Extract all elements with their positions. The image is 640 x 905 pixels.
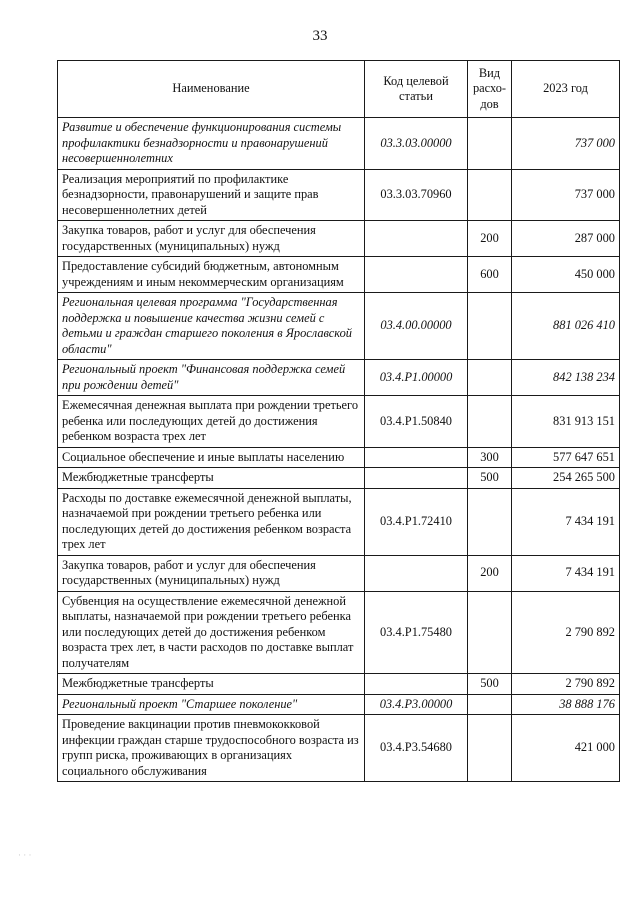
cell-kind (468, 694, 512, 715)
cell-amount: 7 434 191 (512, 488, 620, 555)
table-row (58, 360, 620, 396)
header-row (58, 61, 620, 118)
cell-name: Ежемесячная денежная выплата при рождении третьего ребенка или последующих детей до достижения ребенком возраста трех лет (58, 396, 365, 448)
cell-amount: 737 000 (512, 118, 620, 170)
header-name: Наименование (58, 61, 365, 118)
table-row (58, 169, 620, 221)
cell-code: 03.3.03.70960 (365, 169, 468, 221)
table-header (58, 61, 620, 118)
cell-amount: 737 000 (512, 169, 620, 221)
table-row (58, 293, 620, 360)
cell-code (365, 447, 468, 468)
cell-amount: 421 000 (512, 715, 620, 782)
cell-name: Расходы по доставке ежемесячной денежной выплаты, назначаемой при рождении третьего ребенка или последующих детей до достижения ребенком возраста трех лет (58, 488, 365, 555)
header-code: Код целевой статьи (365, 61, 468, 118)
cell-kind (468, 293, 512, 360)
table-row (58, 221, 620, 257)
table-body (58, 118, 620, 782)
budget-table (57, 60, 620, 782)
cell-amount: 2 790 892 (512, 591, 620, 674)
table-row (58, 257, 620, 293)
cell-amount: 254 265 500 (512, 468, 620, 489)
cell-amount: 577 647 651 (512, 447, 620, 468)
cell-code: 03.3.03.00000 (365, 118, 468, 170)
cell-kind: 500 (468, 468, 512, 489)
cell-code (365, 674, 468, 695)
cell-amount: 7 434 191 (512, 555, 620, 591)
cell-name: Субвенция на осуществление ежемесячной денежной выплаты, назначаемой при рождении третьего ребенка или последующих детей до достижения ребенком возраста трех лет, в части расходов по доставке выплат получателям (58, 591, 365, 674)
table-row (58, 118, 620, 170)
cell-name: Межбюджетные трансферты (58, 674, 365, 695)
cell-amount: 842 138 234 (512, 360, 620, 396)
table-row (58, 468, 620, 489)
cell-code: 03.4.P1.72410 (365, 488, 468, 555)
cell-name: Реализация мероприятий по профилактике безнадзорности, правонарушений и защите прав несовершеннолетних детей (58, 169, 365, 221)
cell-name: Проведение вакцинации против пневмококковой инфекции граждан старше трудоспособного возраста из групп риска, проживающих в организациях социального обслуживания (58, 715, 365, 782)
header-year: 2023 год (512, 61, 620, 118)
cell-name: Предоставление субсидий бюджетным, автономным учреждениям и иным некоммерческим организациям (58, 257, 365, 293)
cell-name: Развитие и обеспечение функционирования системы профилактики безнадзорности и правонарушений несовершеннолетних (58, 118, 365, 170)
cell-code (365, 468, 468, 489)
cell-amount: 831 913 151 (512, 396, 620, 448)
cell-name: Социальное обеспечение и иные выплаты населению (58, 447, 365, 468)
cell-name: Закупка товаров, работ и услуг для обеспечения государственных (муниципальных) нужд (58, 555, 365, 591)
cell-amount: 2 790 892 (512, 674, 620, 695)
cell-kind (468, 715, 512, 782)
header-kind: Вид расхо-дов (468, 61, 512, 118)
table-row (58, 488, 620, 555)
cell-kind (468, 118, 512, 170)
cell-code: 03.4.00.00000 (365, 293, 468, 360)
table-row (58, 591, 620, 674)
table-row (58, 715, 620, 782)
cell-kind (468, 169, 512, 221)
cell-kind (468, 591, 512, 674)
cell-kind: 200 (468, 555, 512, 591)
cell-kind (468, 488, 512, 555)
cell-kind: 600 (468, 257, 512, 293)
cell-name: Региональная целевая программа "Государственная поддержка и повышение качества жизни семей с детьми и граждан старшего поколения в Ярославской области" (58, 293, 365, 360)
table-row (58, 447, 620, 468)
cell-amount: 450 000 (512, 257, 620, 293)
cell-kind: 500 (468, 674, 512, 695)
cell-code: 03.4.P1.50840 (365, 396, 468, 448)
table-row (58, 694, 620, 715)
page-number: 33 (312, 28, 328, 44)
cell-kind (468, 360, 512, 396)
cell-amount: 881 026 410 (512, 293, 620, 360)
cell-kind (468, 396, 512, 448)
cell-name: Региональный проект "Старшее поколение" (58, 694, 365, 715)
cell-name: Межбюджетные трансферты (58, 468, 365, 489)
cell-code (365, 555, 468, 591)
cell-code (365, 257, 468, 293)
cell-kind: 300 (468, 447, 512, 468)
cell-code: 03.4.P1.75480 (365, 591, 468, 674)
cell-amount: 38 888 176 (512, 694, 620, 715)
table-row (58, 674, 620, 695)
scan-artifact-mark: · · · (18, 850, 32, 860)
cell-code: 03.4.P1.00000 (365, 360, 468, 396)
cell-kind: 200 (468, 221, 512, 257)
table-row (58, 555, 620, 591)
cell-name: Закупка товаров, работ и услуг для обеспечения государственных (муниципальных) нужд (58, 221, 365, 257)
table-row (58, 396, 620, 448)
cell-code (365, 221, 468, 257)
cell-code: 03.4.P3.00000 (365, 694, 468, 715)
cell-amount: 287 000 (512, 221, 620, 257)
cell-name: Региональный проект "Финансовая поддержка семей при рождении детей" (58, 360, 365, 396)
cell-code: 03.4.P3.54680 (365, 715, 468, 782)
